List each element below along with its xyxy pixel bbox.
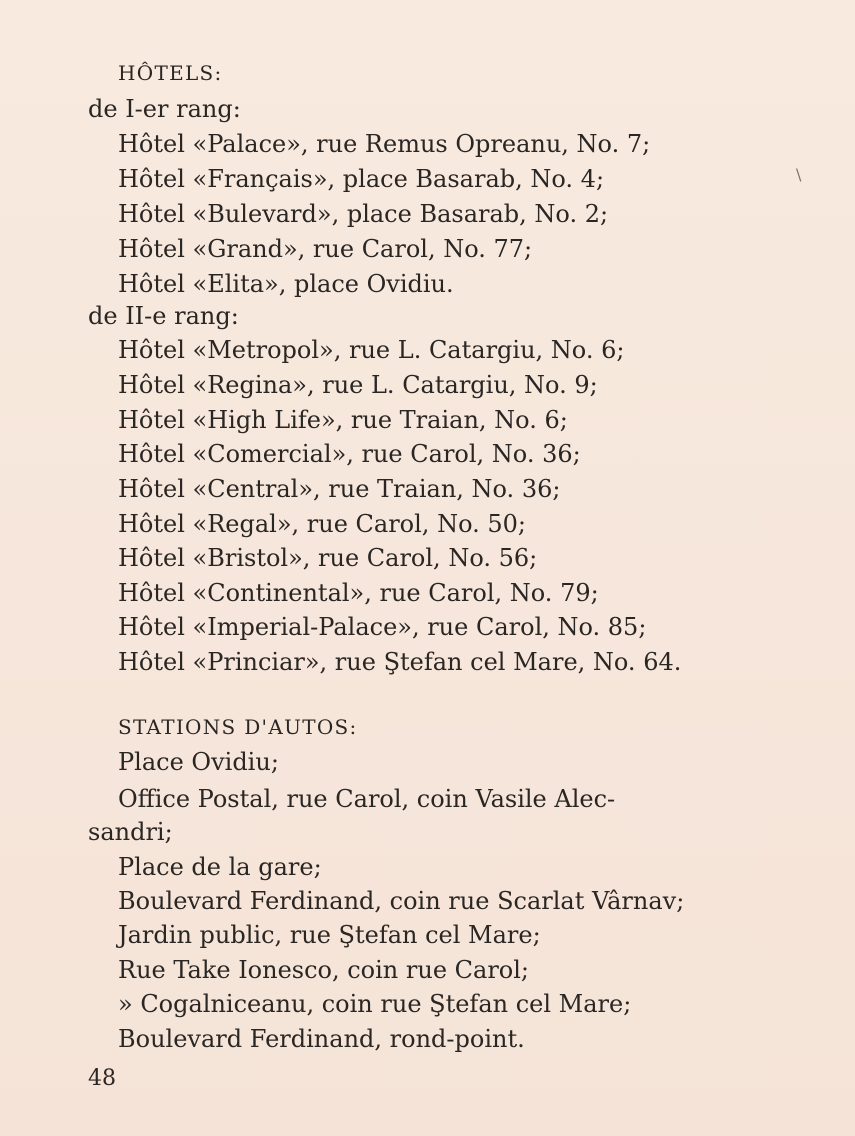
page-number: 48 [88, 1066, 116, 1091]
hotel-entry: Hôtel «Imperial-Palace», rue Carol, No. 85; [118, 613, 647, 641]
stations-heading: STATIONS D'AUTOS: [118, 715, 358, 739]
hotel-entry: Hôtel «Regina», rue L. Catargiu, No. 9; [118, 371, 598, 399]
hotel-entry: Hôtel «Continental», rue Carol, No. 79; [118, 579, 599, 607]
hotel-entry: Hôtel «Metropol», rue L. Catargiu, No. 6; [118, 336, 625, 364]
margin-mark: \ [796, 165, 802, 184]
station-entry: Place de la gare; [118, 853, 322, 881]
hotel-entry: Hôtel «Princiar», rue Ştefan cel Mare, No. 64. [118, 648, 682, 676]
second-rank-label: de II-e rang: [88, 302, 239, 330]
station-entry-continuation: sandri; [88, 818, 173, 846]
hotel-entry: Hôtel «Central», rue Traian, No. 36; [118, 475, 561, 503]
hotel-entry: Hôtel «Regal», rue Carol, No. 50; [118, 510, 526, 538]
hotel-entry: Hôtel «Elita», place Ovidiu. [118, 270, 454, 298]
hotel-entry: Hôtel «Grand», rue Carol, No. 77; [118, 235, 533, 263]
first-rank-label: de I-er rang: [88, 95, 241, 123]
hotel-entry: Hôtel «Comercial», rue Carol, No. 36; [118, 440, 581, 468]
hotel-entry: Hôtel «Français», place Basarab, No. 4; [118, 165, 605, 193]
station-entry: Boulevard Ferdinand, rond-point. [118, 1025, 525, 1053]
station-entry: Jardin public, rue Ştefan cel Mare; [118, 921, 541, 949]
hotel-entry: Hôtel «Palace», rue Remus Opreanu, No. 7; [118, 130, 651, 158]
hotels-heading: HÔTELS: [118, 61, 223, 85]
station-entry: Rue Take Ionesco, coin rue Carol; [118, 956, 530, 984]
station-entry: » Cogalniceanu, coin rue Ştefan cel Mare; [118, 990, 632, 1018]
hotel-entry: Hôtel «High Life», rue Traian, No. 6; [118, 406, 568, 434]
station-entry: Place Ovidiu; [118, 748, 279, 776]
hotel-entry: Hôtel «Bulevard», place Basarab, No. 2; [118, 200, 609, 228]
hotel-entry: Hôtel «Bristol», rue Carol, No. 56; [118, 544, 538, 572]
station-entry: Office Postal, rue Carol, coin Vasile Alec- [118, 785, 616, 813]
station-entry: Boulevard Ferdinand, coin rue Scarlat Vârnav; [118, 887, 685, 915]
